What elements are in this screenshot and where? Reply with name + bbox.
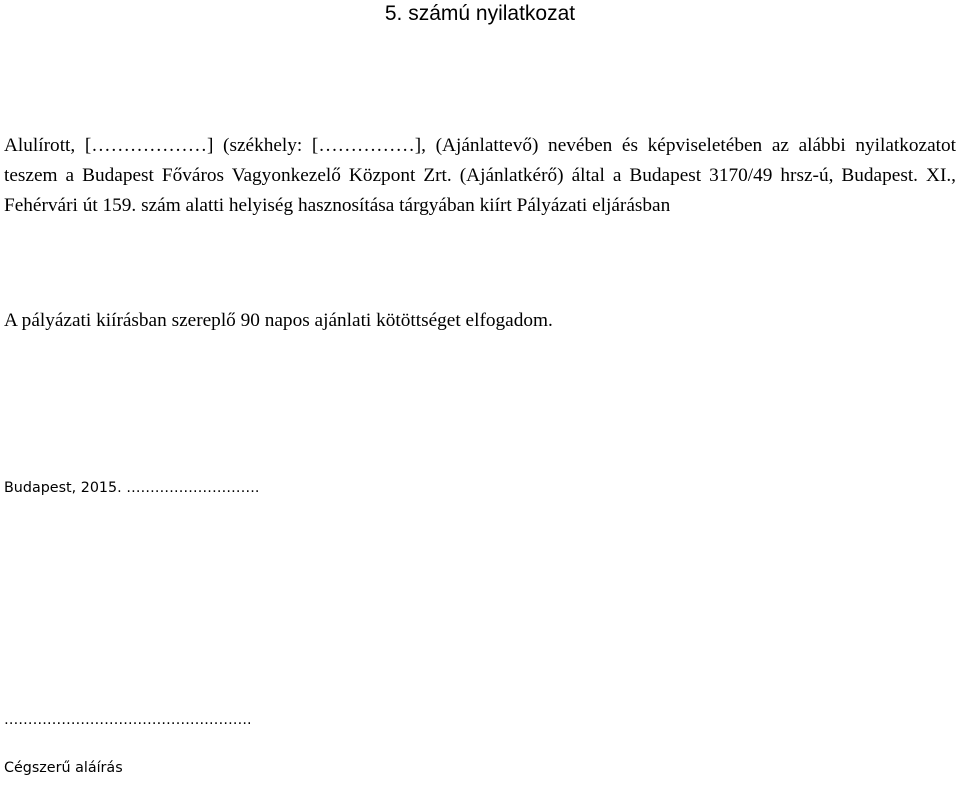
- document-title: 5. számú nyilatkozat: [384, 2, 576, 25]
- signature-label: Cégszerű aláírás: [4, 760, 123, 776]
- signature-line: …………………………………………….: [4, 712, 252, 728]
- place-and-date: Budapest, 2015. ……………………….: [4, 480, 260, 496]
- acceptance-statement: A pályázati kiírásban szereplő 90 napos ajánlati kötöttséget elfogadom.: [4, 310, 553, 331]
- intro-paragraph: Alulírott, [………………] (székhely: [……………], (Ajánlattevő) nevében és képviseletében az alábbi nyilatkozatot teszem a Budapest Főváros Vagyonkezelő Központ Zrt. (Ajánlatkérő) által a Budapest 3170/49 hrsz-ú, Budapest. XI., Fehérvári út 159. szám alatti helyiség hasznosítása tárgyában kiírt Pályázati eljárásban: [4, 135, 956, 216]
